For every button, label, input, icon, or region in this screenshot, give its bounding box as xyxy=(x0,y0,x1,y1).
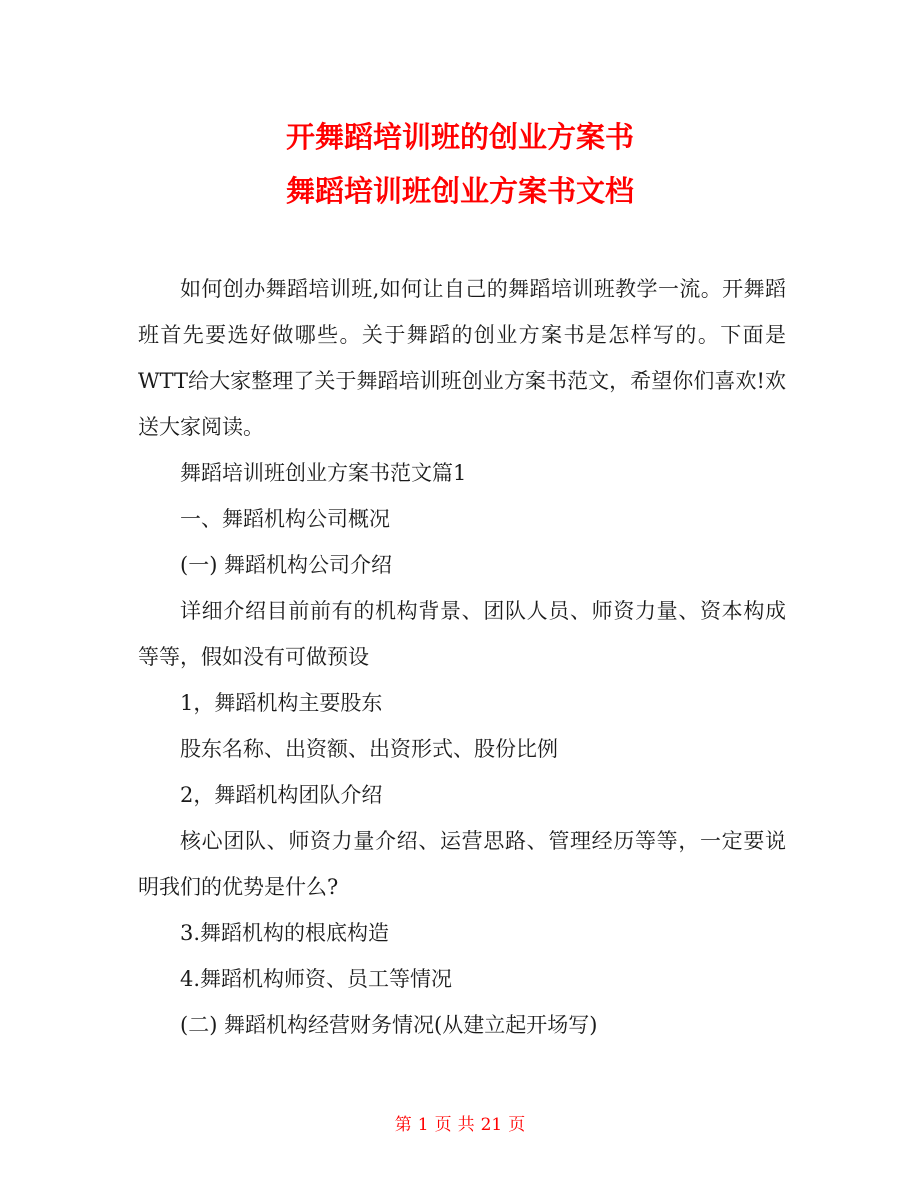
section-heading-overview: 一、舞蹈机构公司概况 xyxy=(180,507,390,531)
item-team-detail: 核心团队、师资力量介绍、运营思路、管理经历等等，一定要说明我们的优势是什么? xyxy=(138,829,786,899)
item-team-heading: 2，舞蹈机构团队介绍 xyxy=(180,783,383,807)
footer-label-ye-end: 页 xyxy=(508,1115,526,1135)
item-shareholders-heading: 1，舞蹈机构主要股东 xyxy=(180,691,383,715)
item-shareholders-detail: 股东名称、出资额、出资形式、股份比例 xyxy=(180,737,558,761)
subsection-heading-introduction: (一) 舞蹈机构公司介绍 xyxy=(180,553,393,577)
subsection-heading-finance: (二) 舞蹈机构经营财务情况(从建立起开场写) xyxy=(180,1013,598,1037)
item-basic-structure: 3.舞蹈机构的根底构造 xyxy=(180,921,390,945)
footer-label-gong: 共 xyxy=(457,1115,475,1135)
document-title-line-1: 开舞蹈培训班的创业方案书 xyxy=(285,120,634,154)
intro-paragraph: 如何创办舞蹈培训班,如何让自己的舞蹈培训班教学一流。开舞蹈班首先要选好做哪些。关于舞蹈的创业方案书是怎样写的。下面是WTT给大家整理了关于舞蹈培训班创业方案书范文，希望你们喜欢!欢送大家阅读。 xyxy=(138,277,786,439)
section-heading-article-1: 舞蹈培训班创业方案书范文篇1 xyxy=(180,461,467,485)
paragraph-introduction-detail: 详细介绍目前前有的机构背景、团队人员、师资力量、资本构成等等，假如没有可做预设 xyxy=(138,599,786,669)
footer-current-page: 1 xyxy=(417,1115,429,1135)
page-footer xyxy=(0,1113,920,1137)
footer-total-pages: 21 xyxy=(480,1115,503,1135)
footer-label-ye: 页 xyxy=(434,1115,452,1135)
document-body xyxy=(138,266,786,1048)
item-staff-situation: 4.舞蹈机构师资、员工等情况 xyxy=(180,967,453,991)
footer-label-di: 第 xyxy=(394,1115,412,1135)
document-title-line-2: 舞蹈培训班创业方案书文档 xyxy=(285,174,634,208)
